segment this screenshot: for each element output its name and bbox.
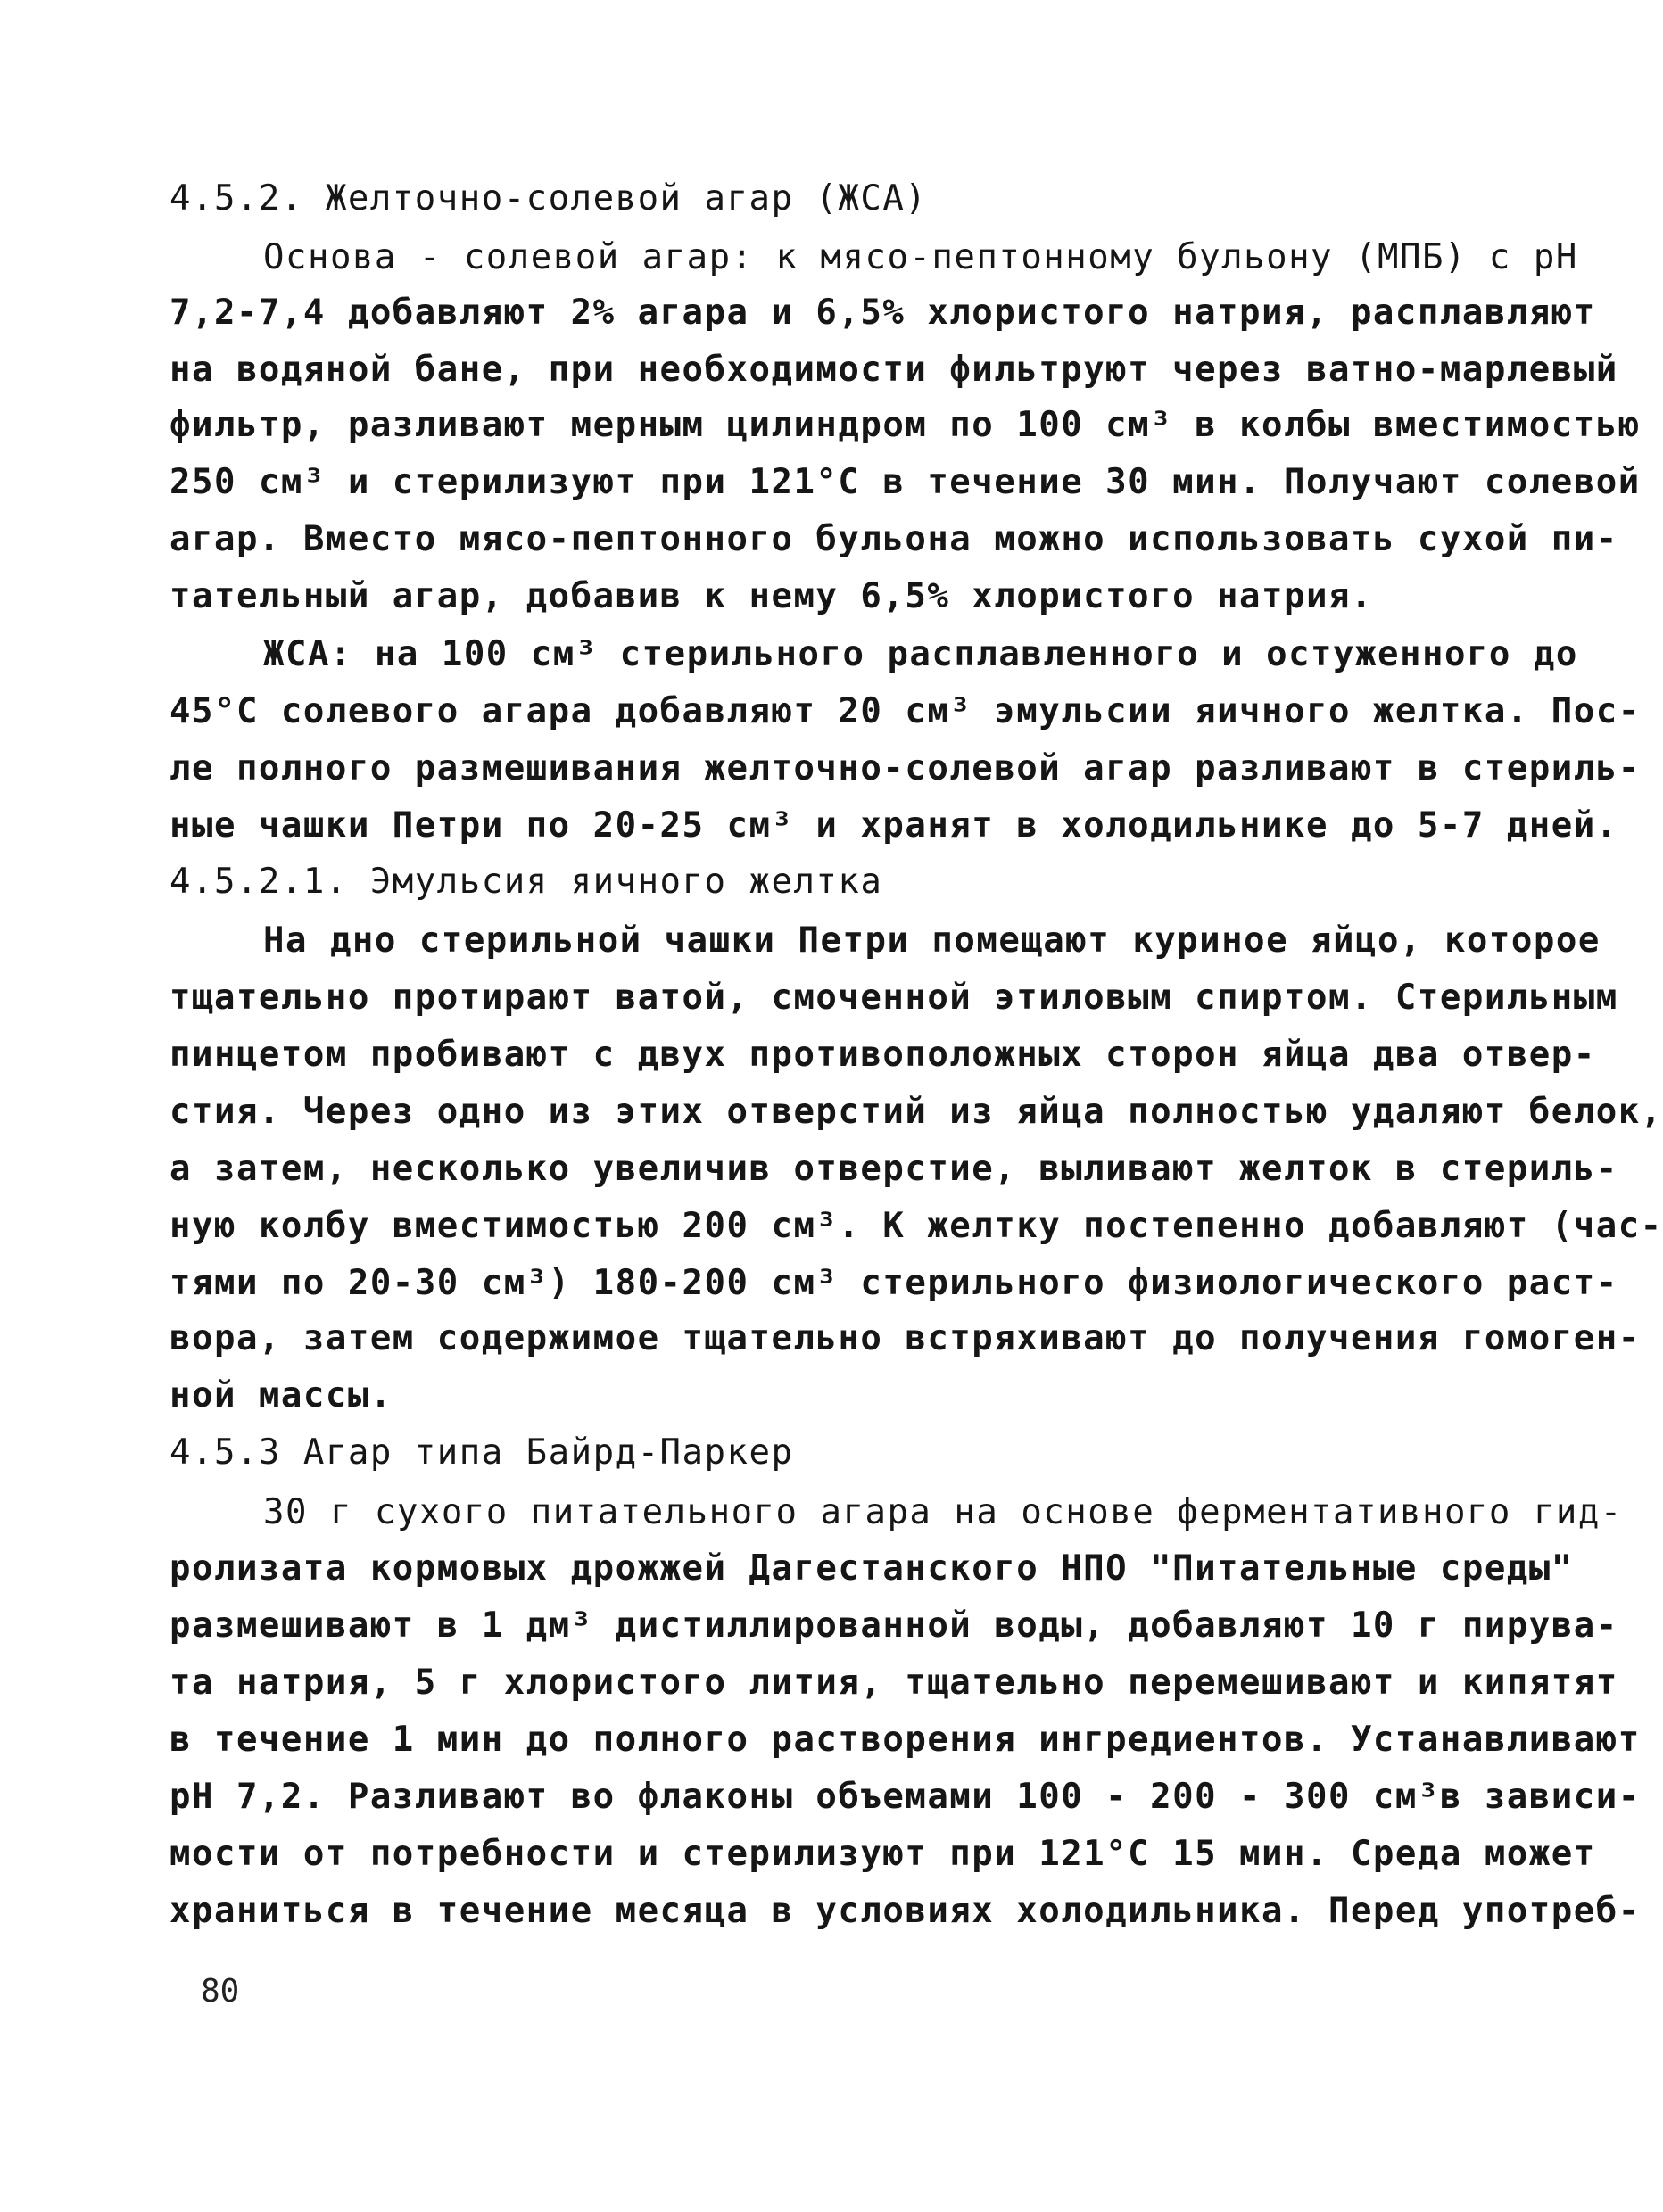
text-line: стия. Через одно из этих отверстий из яйца полностью удаляют белок, — [170, 1092, 1663, 1132]
page-number: 80 — [201, 1973, 240, 2010]
text-line: размешивают в 1 дм³ дистиллированной воды, добавляют 10 г пирува- — [170, 1605, 1618, 1646]
text-line: На дно стерильной чашки Петри помещают куриное яйцо, которое — [263, 920, 1601, 961]
text-line: та натрия, 5 г хлористого лития, тщательно перемешивают и кипятят — [170, 1663, 1618, 1703]
text-line: а затем, несколько увеличив отверстие, выливают желток в стериль- — [170, 1149, 1618, 1189]
text-line: пинцетом пробивают с двух противоположных сторон яйца два отвер- — [170, 1035, 1596, 1075]
text-line: 30 г сухого питательного агара на основе ферментативного гид- — [263, 1492, 1623, 1532]
text-line: Основа - солевой агар: к мясо-пептонному бульону (МПБ) с рН — [263, 237, 1578, 277]
text-line: агар. Вместо мясо-пептонного бульона можно использовать сухой пи- — [170, 519, 1618, 559]
text-line: ной массы. — [170, 1375, 393, 1416]
text-line: ролизата кормовых дрожжей Дагестанского НПО "Питательные среды" — [170, 1548, 1574, 1589]
text-line: 45°С солевого агара добавляют 20 см³ эмульсии яичного желтка. Пос- — [170, 691, 1641, 731]
text-line: фильтр, разливают мерным цилиндром по 100 см³ в колбы вместимостью — [170, 405, 1641, 445]
text-line: ные чашки Петри по 20-25 см³ и хранят в холодильнике до 5-7 дней. — [170, 805, 1618, 846]
text-line: вора, затем содержимое тщательно встряхивают до получения гомоген- — [170, 1318, 1641, 1358]
text-line: тщательно протирают ватой, смоченной этиловым спиртом. Стерильным — [170, 978, 1618, 1018]
text-line: мости от потребности и стерилизуют при 121°С 15 мин. Среда может — [170, 1834, 1596, 1874]
text-line: ную колбу вместимостью 200 см³. К желтку постепенно добавляют (час- — [170, 1206, 1663, 1246]
text-line: рН 7,2. Разливают во флаконы объемами 100 - 200 - 300 см³в зависи- — [170, 1777, 1641, 1817]
text-line: в течение 1 мин до полного растворения ингредиентов. Устанавливают — [170, 1720, 1641, 1760]
text-line: ЖСА: на 100 см³ стерильного расплавленного и остуженного до — [263, 634, 1578, 674]
text-line: 250 см³ и стерилизуют при 121°С в течение 30 мин. Получают солевой — [170, 462, 1641, 502]
text-line: храниться в течение месяца в условиях холодильника. Перед употреб- — [170, 1891, 1641, 1931]
text-line: 7,2-7,4 добавляют 2% агара и 6,5% хлористого натрия, расплавляют — [170, 293, 1596, 333]
text-line: тательный агар, добавив к нему 6,5% хлористого натрия. — [170, 576, 1373, 616]
text-line: ле полного размешивания желточно-солевой агар разливают в стериль- — [170, 748, 1641, 788]
text-line: на водяной бане, при необходимости фильтруют через ватно-марлевый — [170, 350, 1618, 390]
section-heading-4-5-3: 4.5.3 Агар типа Байрд-Паркер — [170, 1432, 794, 1473]
text-line: тями по 20-30 см³) 180-200 см³ стерильного физиологического раст- — [170, 1263, 1618, 1303]
section-heading-4-5-2-1: 4.5.2.1. Эмульсия яичного желтка — [170, 862, 883, 902]
section-heading-4-5-2: 4.5.2. Желточно-солевой агар (ЖСА) — [170, 178, 928, 219]
